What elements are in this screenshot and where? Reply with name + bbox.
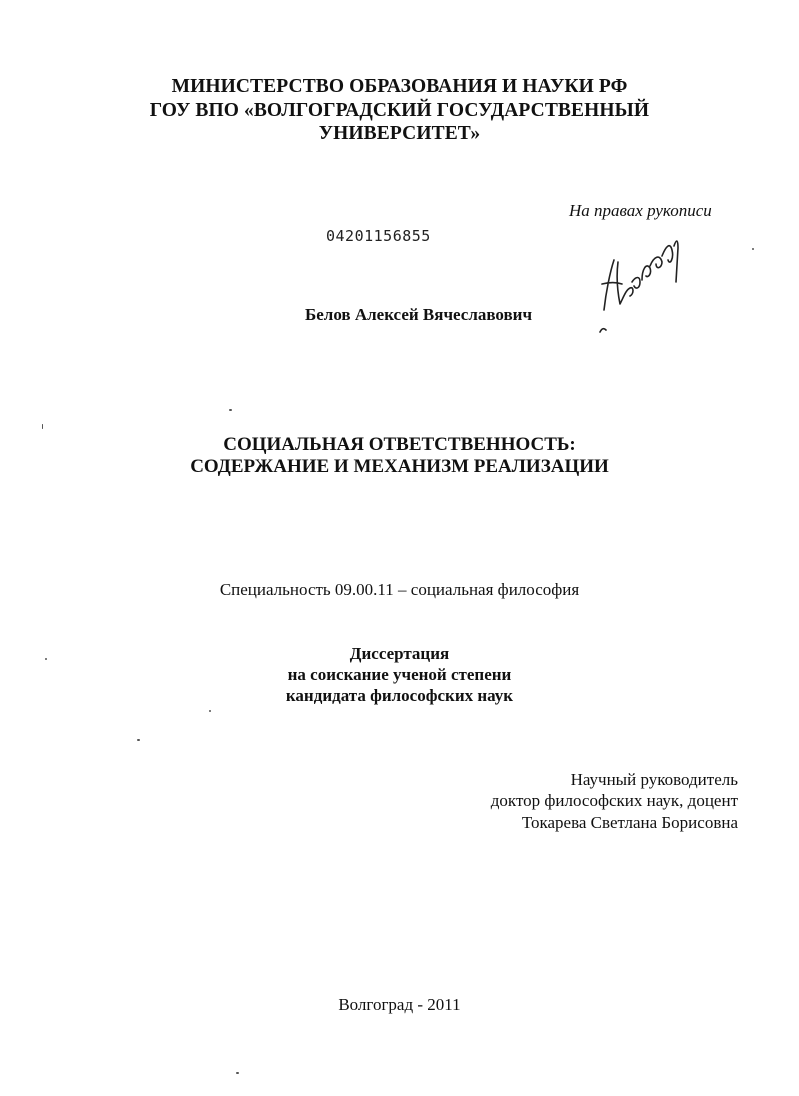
city-year: Волгоград - 2011 (338, 995, 461, 1014)
university-heading-line2: УНИВЕРСИТЕТ» (318, 123, 481, 144)
scan-speck (236, 1072, 239, 1074)
dissertation-label: Диссертация (349, 644, 450, 663)
dissertation-title-line1: СОЦИАЛЬНАЯ ОТВЕТСТВЕННОСТЬ: (223, 434, 576, 455)
supervisor-label: Научный руководитель (570, 770, 738, 789)
degree-line2: кандидата философских наук (285, 686, 514, 705)
scan-speck (137, 739, 140, 741)
scan-speck (209, 710, 211, 712)
supervisor-degree: доктор философских наук, доцент (490, 791, 738, 810)
supervisor-name: Токарева Светлана Борисовна (521, 813, 738, 832)
university-heading-line1: ГОУ ВПО «ВОЛГОГРАДСКИЙ ГОСУДАРСТВЕННЫЙ (149, 100, 650, 121)
author-name: Белов Алексей Вячеславович (305, 305, 533, 324)
degree-line1: на соискание ученой степени (287, 665, 512, 684)
specialty-line: Специальность 09.00.11 – социальная философия (219, 580, 580, 599)
ministry-heading: МИНИСТЕРСТВО ОБРАЗОВАНИЯ И НАУКИ РФ (171, 76, 628, 97)
scan-speck (42, 424, 43, 429)
scan-speck (45, 658, 47, 660)
dissertation-title-line2: СОДЕРЖАНИЕ И МЕХАНИЗМ РЕАЛИЗАЦИИ (190, 456, 609, 477)
manuscript-rights-note: На правах рукописи (569, 201, 712, 220)
scan-speck (752, 248, 754, 250)
scan-speck (229, 409, 232, 411)
library-stamp-number: 04201156855 (326, 227, 431, 245)
author-signature (596, 232, 696, 342)
